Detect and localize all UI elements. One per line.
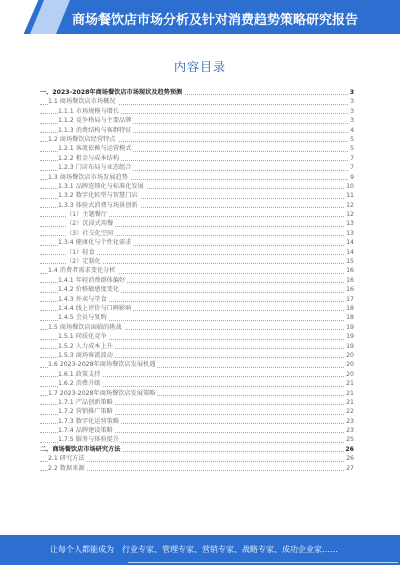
toc-entry[interactable]: [40, 126, 354, 135]
toc-entry-page: 20: [346, 370, 354, 378]
toc-entry-label: 1.6.2 消费升级: [58, 380, 101, 388]
toc-entry[interactable]: [40, 107, 354, 116]
toc-entry-label: 1.3.2 数字化转型与智慧门店: [58, 192, 138, 200]
toc-entry-label: 1.4.4 线上评价与口碑影响: [58, 304, 132, 312]
toc-entry-page: 21: [346, 398, 354, 406]
toc-entry[interactable]: [40, 229, 354, 238]
toc-entry-label: 1.5.1 同质化竞争: [58, 333, 107, 341]
toc-entry-page: 19: [346, 333, 354, 341]
toc-entry-label: 1.2 商场餐饮店经营特点: [48, 135, 116, 143]
toc-entry[interactable]: [40, 454, 354, 463]
toc-entry[interactable]: [40, 191, 354, 200]
toc-entry-page: 14: [346, 248, 354, 256]
toc-entry-label: 一、2023-2028年商场餐饮店市场现状及趋势预测: [40, 89, 183, 96]
toc-entry-label: 1.5.3 商场客流波动: [58, 351, 113, 359]
toc-entry-label: 1.4 消费者需求变化分析: [48, 267, 116, 275]
toc-entry[interactable]: [40, 210, 354, 219]
toc-entry[interactable]: [40, 285, 354, 294]
toc-entry[interactable]: [40, 154, 354, 163]
toc-entry[interactable]: [40, 97, 354, 106]
toc-entry-page: 12: [346, 201, 354, 209]
toc-entry-label: 2.2 数据来源: [48, 464, 85, 472]
toc-entry-label: 1.3 商场餐饮店市场发展趋势: [48, 173, 128, 181]
toc-entry-label: 1.2.3 门店布局与业态组合: [58, 164, 132, 172]
toc-entry[interactable]: [40, 116, 354, 125]
footer-divider: [128, 562, 398, 563]
toc-entry[interactable]: [40, 238, 354, 247]
toc-entry-page: 23: [346, 417, 354, 425]
toc-entry-page: 3: [349, 89, 354, 96]
toc-heading: 内容目录: [173, 60, 226, 74]
toc-entry-label: 二、商场餐饮店市场研究方法: [40, 445, 121, 453]
toc-entry-page: 5: [350, 135, 354, 143]
toc-entry-label: 1.7.2 营销推广策略: [58, 408, 113, 416]
toc-entry[interactable]: [40, 426, 354, 435]
toc-entry-page: 18: [346, 314, 354, 322]
toc-entry[interactable]: [40, 435, 354, 444]
toc-entry[interactable]: [40, 445, 354, 454]
toc-entry[interactable]: [40, 332, 354, 341]
toc-entry[interactable]: [40, 248, 354, 257]
toc-entry-label: （3）社交化空间: [66, 229, 114, 237]
toc-entry-page: 3: [350, 98, 354, 106]
toc-entry-label: 1.4.5 会员与复购: [58, 314, 107, 322]
toc-entry-page: 18: [346, 304, 354, 312]
toc-entry-page: 11: [346, 192, 354, 200]
toc-entry-label: 1.4.1 年轻消费群体偏好: [58, 276, 126, 284]
toc-entry[interactable]: [40, 351, 354, 360]
toc-entry-page: 16: [346, 267, 354, 275]
toc-entry-label: 1.7.5 服务与体验提升: [58, 436, 120, 444]
toc-entry[interactable]: [40, 182, 354, 191]
toc-entry[interactable]: [40, 389, 354, 398]
toc-entry-page: 21: [346, 380, 354, 388]
toc-entry[interactable]: [40, 417, 354, 426]
toc-entry-page: 16: [346, 276, 354, 284]
toc-entry-label: 1.7.3 数字化运营策略: [58, 417, 120, 425]
toc-entry[interactable]: [40, 398, 354, 407]
toc-entry-page: 20: [346, 351, 354, 359]
toc-entry[interactable]: [40, 304, 354, 313]
toc-entry[interactable]: [40, 370, 354, 379]
toc-entry-page: 27: [346, 464, 354, 472]
toc-entry[interactable]: [40, 219, 354, 228]
toc-entry-label: （2）沉浸式用餐: [66, 220, 114, 228]
toc-entry[interactable]: [40, 135, 354, 144]
toc-entry-page: 25: [346, 436, 354, 444]
toc-entry-page: 15: [346, 258, 354, 266]
toc-entry-label: 2.1 研究方法: [48, 455, 85, 463]
toc-entry-page: 9: [350, 173, 354, 181]
toc-entry-label: 1.3.3 体验式消费与场景创新: [58, 201, 138, 209]
toc-entry[interactable]: [40, 313, 354, 322]
toc-entry-page: 7: [350, 154, 354, 162]
toc-entry-label: 1.2.1 客流依赖与运营模式: [58, 145, 132, 153]
toc-entry-label: 1.6.1 政策支持: [58, 370, 101, 378]
toc-entry-label: （2）定制化: [66, 258, 101, 266]
toc-entry-label: （1）轻食: [66, 248, 95, 256]
toc-entry-page: 16: [346, 286, 354, 294]
toc-entry-label: 1.3.4 健康化与个性化需求: [58, 239, 132, 247]
toc-entry-page: 20: [346, 361, 354, 369]
toc-entry[interactable]: [40, 201, 354, 210]
toc-entry-label: 1.3.1 品牌连锁化与标准化发展: [58, 182, 144, 190]
footer-slogan-right: 行业专家、管理专家、营销专家、战略专家、成功企业家……: [122, 545, 338, 554]
toc-entry-page: 13: [346, 229, 354, 237]
toc-entry[interactable]: [40, 342, 354, 351]
toc-entry-page: 3: [350, 107, 354, 115]
report-title: 商场餐饮店市场分析及针对消费趋势策略研究报告: [72, 13, 359, 28]
toc-entry[interactable]: [40, 144, 354, 153]
toc-entry-page: 26: [345, 445, 354, 453]
toc-entry-page: 22: [346, 408, 354, 416]
toc-entry-label: 1.7.1 产品创新策略: [58, 398, 113, 406]
toc-entry-page: 19: [346, 323, 354, 331]
toc-entry-page: 23: [346, 427, 354, 435]
toc-entry-label: 1.7.4 品牌建设策略: [58, 427, 113, 435]
toc-entry-label: 1.1.2 竞争格局与主要品牌: [58, 117, 132, 125]
footer-slogan-left: 让每个人都能成为: [50, 545, 114, 554]
table-of-contents: [40, 88, 354, 473]
toc-entry-page: 3: [350, 117, 354, 125]
toc-entry-label: 1.1.3 消费结构与客群特征: [58, 126, 132, 134]
toc-entry-page: 7: [350, 164, 354, 172]
toc-entry-label: 1.7 2023-2028年商场餐饮店发展策略: [48, 389, 156, 397]
footer-banner: [0, 535, 400, 565]
toc-entry-label: 1.4.3 外卖与堂食: [58, 295, 107, 303]
toc-entry-label: （1）主题餐厅: [66, 211, 108, 219]
toc-entry-page: 5: [350, 145, 354, 153]
toc-entry[interactable]: [40, 173, 354, 182]
toc-entry-page: 26: [346, 455, 354, 463]
toc-entry-page: 4: [350, 126, 354, 134]
toc-entry-page: 14: [346, 239, 354, 247]
toc-entry-label: 1.5 商场餐饮店面临的挑战: [48, 323, 122, 331]
header-banner: [0, 0, 400, 34]
toc-entry-page: 13: [346, 220, 354, 228]
toc-entry[interactable]: [40, 360, 354, 369]
toc-entry[interactable]: [40, 464, 354, 473]
toc-entry[interactable]: [40, 163, 354, 172]
toc-entry-page: 21: [346, 389, 354, 397]
toc-entry[interactable]: [40, 407, 354, 416]
toc-entry[interactable]: [40, 323, 354, 332]
toc-entry[interactable]: [40, 295, 354, 304]
toc-entry-label: 1.6 2023-2028年商场餐饮店发展机遇: [48, 361, 156, 369]
toc-entry-label: 1.1 商场餐饮店市场概况: [48, 98, 116, 106]
toc-entry-page: 19: [346, 342, 354, 350]
toc-entry[interactable]: [40, 379, 354, 388]
toc-entry[interactable]: [40, 266, 354, 275]
toc-entry[interactable]: [40, 276, 354, 285]
toc-entry-page: 17: [346, 295, 354, 303]
toc-entry-label: 1.2.2 租金与成本结构: [58, 154, 120, 162]
toc-entry-label: 1.4.2 价格敏感度变化: [58, 286, 120, 294]
toc-entry-label: 1.5.2 人力成本上升: [58, 342, 113, 350]
toc-entry-label: 1.1.1 市场规模与增长: [58, 107, 120, 115]
toc-entry-page: 12: [346, 211, 354, 219]
toc-entry[interactable]: [40, 257, 354, 266]
toc-entry-page: 10: [346, 182, 354, 190]
toc-entry[interactable]: [40, 88, 354, 97]
